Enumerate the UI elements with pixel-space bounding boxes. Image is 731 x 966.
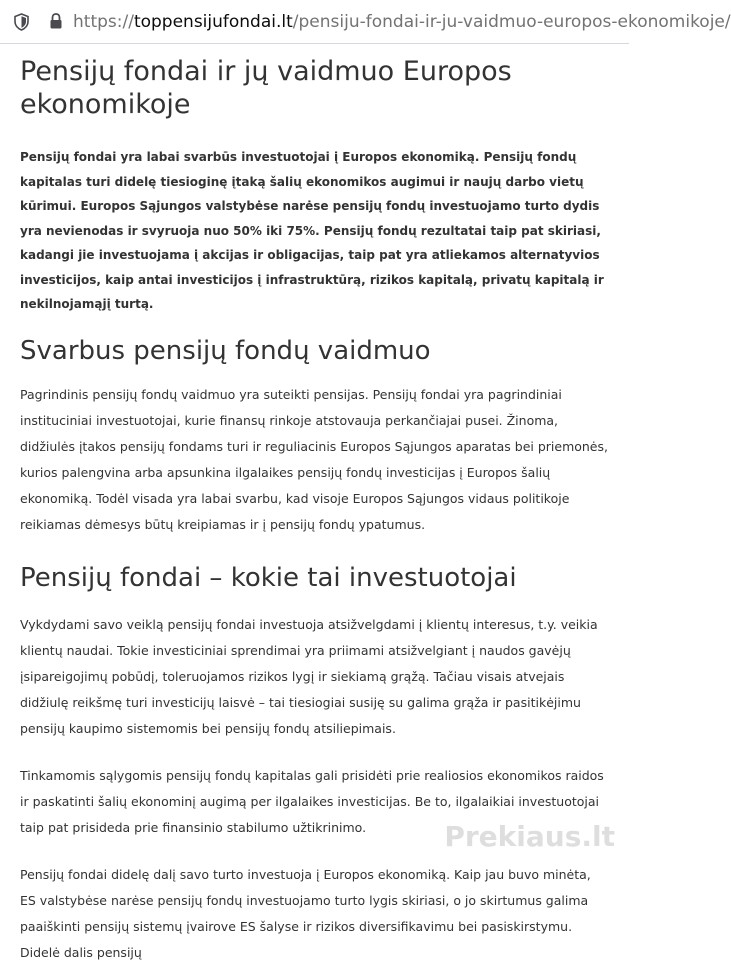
lock-icon <box>49 12 63 30</box>
url-text[interactable] <box>73 12 731 32</box>
page-title: Pensijų fondai ir jų vaidmuo Europos ekonomikoje <box>20 56 512 120</box>
paragraph: Pensijų fondai didelę dalį savo turto investuoja į Europos ekonomiką. Kaip jau buvo minėta, ES valstybėse narėse pensijų fondų investuojamo turto lygis skiriasi, o jo skirtumus galima paaiškinti pensijų sistemų įvairove ES šalyse ir rizikos diversifikavimu bei pasiskirstymu. Didelė dalis pensijų <box>20 866 591 960</box>
shield-icon[interactable] <box>13 13 30 31</box>
section-heading-important-role: Svarbus pensijų fondų vaidmuo <box>20 335 431 366</box>
paragraph: Tinkamomis sąlygomis pensijų fondų kapitalas gali prisidėti prie realiosios ekonomikos raidos ir paskatinti šalių ekonominį augimą per ilgalaikes investicijas. Be to, ilgalaikiai investuotojai taip pat prisideda prie finansinio stabilumo užtikrinimo. <box>20 767 604 835</box>
paragraph: Vykdydami savo veiklą pensijų fondai investuoja atsižvelgdami į klientų interesus, t.y. veikia klientų naudai. Tokie investiciniai sprendimai yra priimami atsižvelgiant į naudos gavėjų įsipareigojimų pobūdį, toleruojamos rizikos lygį ir siekiamą grąžą. Tačiau visais atvejais didžiulę reikšmę turi investicijų laisvė – tai tiesiogiai susiję su galima grąža ir pasitikėjimu pensijų kaupimo sistemomis bei pensijų fondų atsiliepimais. <box>20 616 598 736</box>
url-prefix: https:// <box>73 12 134 32</box>
browser-address-bar[interactable] <box>0 0 731 44</box>
url-host: toppensijufondai.lt <box>133 12 293 32</box>
url-path: /pensiju-fondai-ir-ju-vaidmuo-europos-ekonomikoje/ <box>292 12 731 32</box>
section-heading-investors: Pensijų fondai – kokie tai investuotojai <box>20 562 517 593</box>
paragraph: Pagrindinis pensijų fondų vaidmuo yra suteikti pensijas. Pensijų fondai yra pagrindiniai instituciniai investuotojai, kurie finansų rinkoje atstovauja perkančiajai pusei. Žinoma, didžiulės įtakos pensijų fondams turi ir reguliacinis Europos Sąjungos aparatas bei priemonės, kurios palengvina arba apsunkina ilgalaikes pensijų fondų investicijas į Europos šalių ekonomiką. Todėl visada yra labai svarbu, kad visoje Europos Sąjungos vidaus politikoje reikiamas dėmesys būtų kreipiamas ir į pensijų fondų ypatumus. <box>20 386 608 532</box>
lead-paragraph: Pensijų fondai yra labai svarbūs investuotojai į Europos ekonomiką. Pensijų fondų kapitalas turi didelę tiesioginę įtaką šalių ekonomikos augimui ir naujų darbo vietų kūrimui. Europos Sąjungos valstybėse narėse pensijų fondų investuojamo turto dydis yra nevienodas ir svyruoja nuo 50% iki 75%. Pensijų fondų rezultatai taip pat skiriasi, kadangi jie investuojama į akcijas ir obligacijas, taip pat yra atliekamos alternatyvios investicijos, kaip antai investicijos į infrastruktūrą, rizikos kapitalą, privatų kapitalą ir nekilnojamąjį turtą. <box>20 150 604 311</box>
watermark: Prekiaus.lt <box>444 820 615 853</box>
